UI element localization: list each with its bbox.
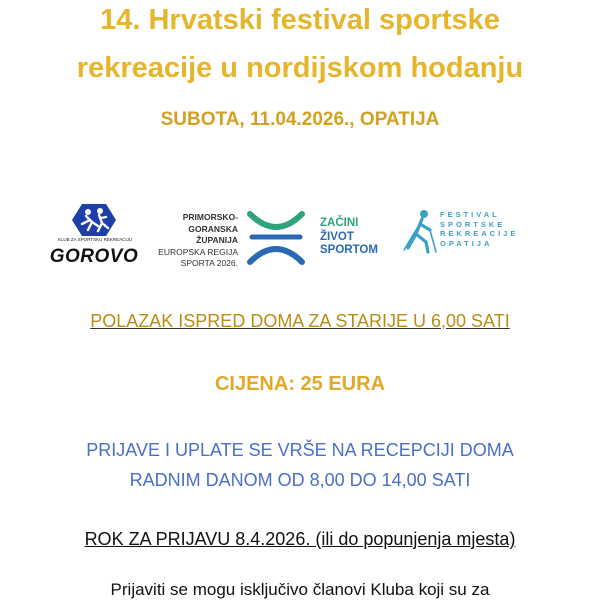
gorovo-name: GOROVO bbox=[49, 246, 139, 267]
pgz-line-2: GORANSKA ŽUPANIJA bbox=[188, 223, 238, 245]
festival-line-4: OPATIJA bbox=[440, 238, 493, 248]
title-line-1: 14. Hrvatski festival sportske bbox=[100, 4, 500, 36]
registration-line-1: PRIJAVE I UPLATE SE VRŠE NA RECEPCIJI DOMA bbox=[86, 440, 514, 460]
pgz-line-3: EUROPSKA REGIJA bbox=[158, 246, 238, 257]
price-info: CIJENA: 25 EURA bbox=[214, 373, 386, 395]
zacini-line-1: ZAČINI bbox=[320, 217, 359, 229]
festival-line-3: REKREACIJE bbox=[440, 229, 519, 238]
gorovo-emblem-icon bbox=[42, 202, 146, 242]
zacini-waves-icon bbox=[244, 206, 308, 268]
event-date-place: SUBOTA, 11.04.2026., OPATIJA bbox=[160, 109, 440, 130]
festival-line-1: FESTIVAL bbox=[440, 210, 500, 219]
festival-text bbox=[440, 210, 518, 248]
departure-info: POLAZAK ISPRED DOMA ZA STARIJE U 6,00 SATI bbox=[90, 311, 510, 331]
eligibility-note: Prijaviti se mogu isključivo članovi Kluba koji su za bbox=[110, 580, 490, 599]
zacini-zivot-sportom-logo bbox=[244, 206, 384, 268]
zacini-text bbox=[320, 217, 378, 258]
registration-deadline: ROK ZA PRIJAVU 8.4.2026. (ili do popunjenja mjesta) bbox=[84, 529, 516, 549]
nordic-walker-icon bbox=[402, 208, 438, 254]
pgz-line-4: SPORTA 2026. bbox=[180, 258, 238, 268]
festival-line-2: SPORTSKE bbox=[440, 219, 506, 229]
zacini-line-2: ŽIVOT bbox=[320, 230, 354, 243]
title-line-2: rekreacije u nordijskom hodanju bbox=[76, 52, 524, 84]
pgz-line-1: PRIMORSKO- bbox=[182, 212, 238, 222]
pgz-logo bbox=[148, 212, 238, 270]
registration-line-2: RADNIM DANOM OD 8,00 DO 14,00 SATI bbox=[129, 470, 471, 490]
sponsor-logos bbox=[0, 202, 600, 282]
festival-opatija-logo bbox=[402, 208, 552, 256]
gorovo-club-label: KLUB ZA SPORTSKU REKREACIJU bbox=[57, 237, 133, 242]
gorovo-logo bbox=[42, 202, 152, 274]
zacini-line-3: SPORTOM bbox=[320, 244, 378, 256]
